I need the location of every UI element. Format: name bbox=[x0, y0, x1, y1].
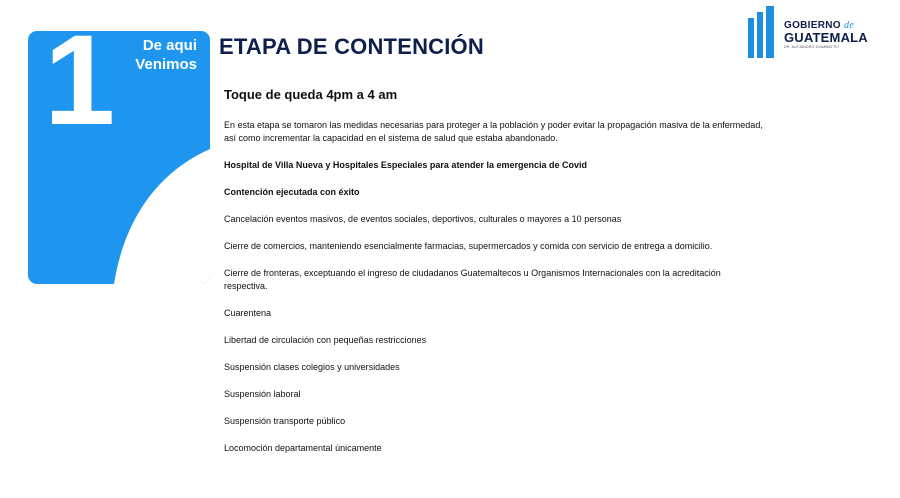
logo-stripe-2 bbox=[757, 12, 763, 58]
logo-line1-prefix: GOBIERNO bbox=[784, 20, 841, 31]
logo-text bbox=[784, 20, 868, 49]
list-item: Cancelación eventos masivos, de eventos sociales, deportivos, culturales o mayores a 10 personas bbox=[224, 214, 622, 224]
subtitle: Toque de queda 4pm a 4 am bbox=[224, 87, 398, 102]
list-item: Libertad de circulación con pequeñas restricciones bbox=[224, 335, 427, 345]
list-item: Suspensión laboral bbox=[224, 389, 301, 399]
stage-number: 1 bbox=[44, 31, 112, 152]
logo-line2: GUATEMALA bbox=[784, 30, 868, 45]
logo-stripe-1 bbox=[748, 18, 754, 58]
page-title: ETAPA DE CONTENCIÓN bbox=[219, 34, 484, 59]
logo-line1-suffix: de bbox=[843, 20, 854, 31]
stage-number-card bbox=[28, 31, 210, 284]
intro-paragraph: En esta etapa se tomaron las medidas necesarias para proteger a la población y poder evitar la propagación masiva de la enfermedad, así como incrementar la capacidad en el sistema de salud que estaba abandonado. bbox=[224, 120, 763, 143]
list-item: Cierre de comercios, manteniendo esencialmente farmacias, supermercados y comida con servicio de entrega a domicilio. bbox=[224, 241, 713, 251]
list-item: Contención ejecutada con éxito bbox=[224, 187, 360, 197]
list-item: Cuarentena bbox=[224, 308, 272, 318]
stage-caption bbox=[77, 36, 197, 74]
list-item: Cierre de fronteras, exceptuando el ingreso de ciudadanos Guatemaltecos u Organismos Internacionales con la acreditación respectiva. bbox=[224, 268, 721, 291]
government-logo bbox=[748, 6, 873, 60]
main-content bbox=[224, 86, 764, 469]
list-item: Locomoción departamental únicamente bbox=[224, 443, 382, 453]
list-item: Suspensión clases colegios y universidades bbox=[224, 362, 400, 372]
list-item: Hospital de Villa Nueva y Hospitales Especiales para atender la emergencia de Covid bbox=[224, 160, 587, 170]
list-item: Suspensión transporte público bbox=[224, 416, 346, 426]
stage-caption-line2: Venimos bbox=[135, 56, 197, 73]
logo-line3: DR. ALEJANDRO GIAMMATTEI bbox=[784, 45, 840, 49]
logo-stripe-3 bbox=[766, 6, 774, 58]
stage-caption-line1: De aqui bbox=[142, 37, 197, 54]
